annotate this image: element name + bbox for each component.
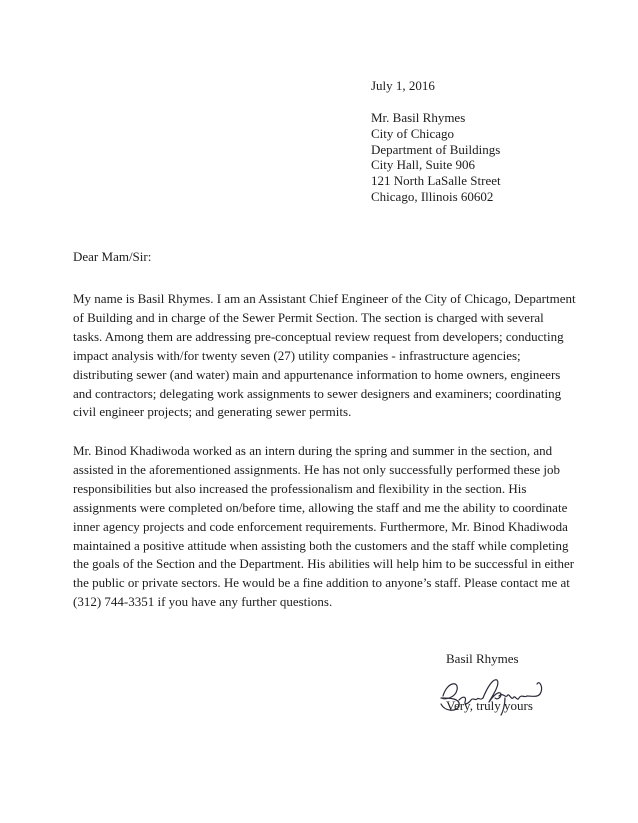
address-line-street: 121 North LaSalle Street <box>371 173 501 189</box>
paragraph-line: My name is Basil Rhymes. I am an Assistant Chief Engineer of the City of Chicago, Department <box>73 291 576 306</box>
paragraph-line: maintained a positive attitude when assisting both the customers and the staff while completing <box>73 537 569 553</box>
paragraph-line: and contractors; delegating work assignments to sewer designers and examiners; coordinating <box>73 385 562 401</box>
address-line-city: Chicago, Illinois 60602 <box>371 188 494 204</box>
letter-date: July 1, 2016 <box>371 78 435 93</box>
paragraph-line: civil engineer projects; and generating sewer permits. <box>73 404 352 420</box>
recipient-address <box>371 110 501 205</box>
paragraph-line: (312) 744-3351 if you have any further questions. <box>73 594 333 610</box>
paragraph-line: of Building and in charge of the Sewer Permit Section. The section is charged with several <box>73 309 544 325</box>
signature-stroke <box>527 683 542 697</box>
paragraph-line: the goals of the Section and the Department. His abilities will help him to be successful in either <box>73 556 575 572</box>
body-paragraph-1 <box>73 290 583 422</box>
address-line-department: Department of Buildings <box>371 141 501 157</box>
address-line-name: Mr. Basil Rhymes <box>371 110 466 125</box>
paragraph-line: the public or private sectors. He would be a fine addition to anyone’s staff. Please contact me at <box>73 575 570 591</box>
complimentary-close: Very, truly yours <box>446 698 533 713</box>
signer-name: Basil Rhymes <box>446 651 519 666</box>
address-line-suite: City Hall, Suite 906 <box>371 157 475 173</box>
salutation: Dear Mam/Sir: <box>73 249 152 264</box>
paragraph-line: responsibilities but also increased the professionalism and flexibility in the section. His <box>73 480 527 496</box>
paragraph-line: assignments were completed on/before time, allowing the staff and me the ability to coordinate <box>73 499 568 515</box>
paragraph-line: tasks. Among them are addressing pre-conceptual review request from developers; conducting <box>73 328 564 344</box>
paragraph-line: Mr. Binod Khadiwoda worked as an intern during the spring and summer in the section, and <box>73 443 553 458</box>
paragraph-line: inner agency projects and code enforcement requirements. Furthermore, Mr. Binod Khadiwoda <box>73 518 568 534</box>
paragraph-line: assisted in the aforementioned assignments. He has not only successfully performed these job <box>73 461 561 477</box>
paragraph-line: impact analysis with/for twenty seven (27) utility companies - infrastructure agencies; <box>73 347 521 363</box>
paragraph-line: distributing sewer (and water) main and appurtenance information to home owners, engineers <box>73 366 561 382</box>
address-line-organization: City of Chicago <box>371 125 455 141</box>
body-paragraph-2 <box>73 442 583 612</box>
